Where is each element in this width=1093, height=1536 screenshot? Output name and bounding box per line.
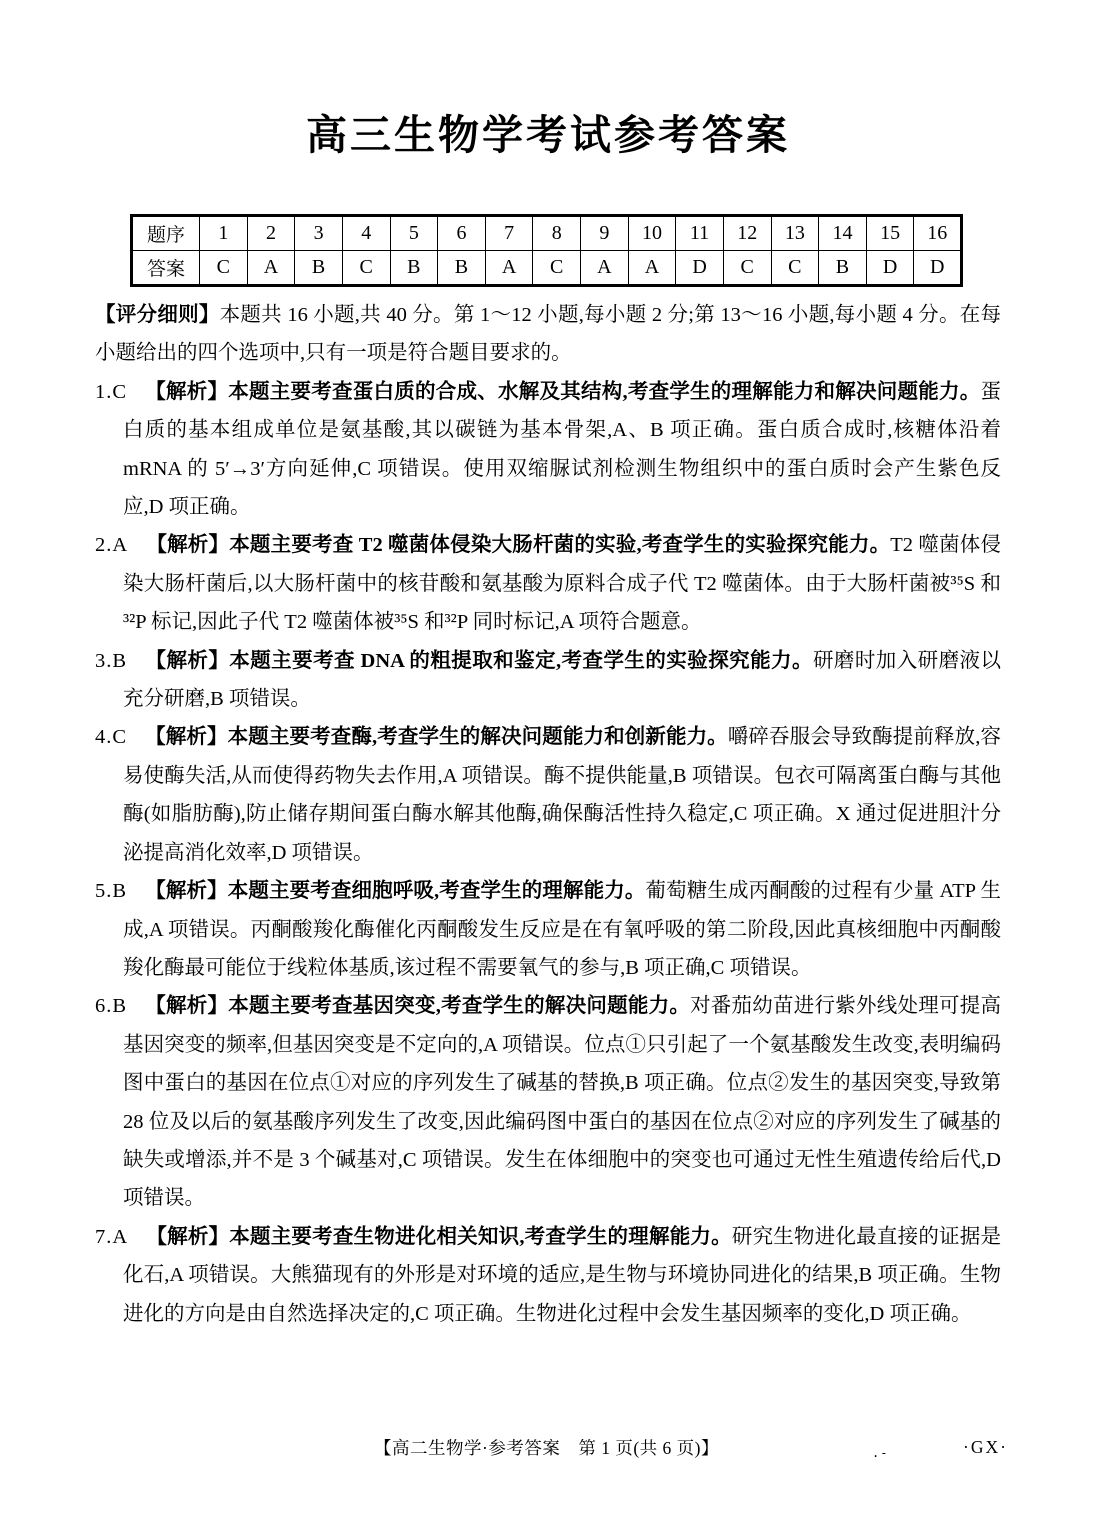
item-analysis-lead: 【解析】本题主要考查基因突变,考查学生的解决问题能力。 bbox=[145, 995, 691, 1018]
explanation-item-5 bbox=[95, 872, 1001, 987]
question-number: 8 bbox=[533, 216, 581, 251]
answer-cell: C bbox=[771, 251, 819, 286]
answer-cell: A bbox=[628, 251, 676, 286]
item-analysis-body: 嚼碎吞服会导致酶提前释放,容易使酶失活,从而使得药物失去作用,A 项错误。酶不提供能量,B 项错误。包衣可隔离蛋白酶与其他酶(如脂肪酶),防止储存期间蛋白酶水解其他酶,确保酶活性持久稳定,C 项正确。X 通过促进胆汁分泌提高消化效率,D 项错误。 bbox=[123, 726, 1002, 864]
answer-table bbox=[130, 214, 963, 287]
item-number-answer: 1.C bbox=[95, 380, 128, 403]
scoring-note-tag: 【评分细则】 bbox=[95, 304, 220, 326]
question-number: 13 bbox=[771, 216, 819, 251]
question-number: 11 bbox=[676, 216, 724, 251]
item-analysis-lead: 【解析】本题主要考查生物进化相关知识,考查学生的理解能力。 bbox=[146, 1225, 732, 1248]
row-header-question-order: 题序 bbox=[132, 216, 200, 251]
scoring-note-text: 本题共 16 小题,共 40 分。第 1～12 小题,每小题 2 分;第 13～16 小题,每小题 4 分。在每小题给出的四个选项中,只有一项是符合题目要求的。 bbox=[95, 304, 1001, 365]
question-number: 12 bbox=[723, 216, 771, 251]
answer-cell: A bbox=[581, 251, 629, 286]
answer-cell: C bbox=[200, 251, 248, 286]
explanation-item-4 bbox=[95, 718, 1001, 872]
item-analysis-body: 对番茄幼苗进行紫外线处理可提高基因突变的频率,但基因突变是不定向的,A 项错误。位点①只引起了一个氨基酸发生改变,表明编码图中蛋白的基因在位点①对应的序列发生了碱基的替换,B 项正确。位点②发生的基因突变,导致第 28 位及以后的氨基酸序列发生了改变,因此编码图中蛋白的基因在位点②对应的序列发生了碱基的缺失或增添,并不是 3 个碱基对,C 项错误。发生在体细胞中的突变也可通过无性生殖遗传给后代,D 项错误。 bbox=[123, 995, 1001, 1210]
question-number: 15 bbox=[866, 216, 914, 251]
page-content bbox=[0, 110, 1093, 1333]
item-analysis-body: T2 噬菌体侵染大肠杆菌后,以大肠杆菌中的核苷酸和氨基酸为原料合成子代 T2 噬菌体。由于大肠杆菌被³⁵S 和³²P 标记,因此子代 T2 噬菌体被³⁵S 和³²P 同时标记,A 项符合题意。 bbox=[123, 534, 1001, 634]
answer-cell: A bbox=[247, 251, 295, 286]
answer-cell: C bbox=[723, 251, 771, 286]
question-number: 3 bbox=[295, 216, 343, 251]
explanation-item-2 bbox=[95, 526, 1001, 641]
explanations-section bbox=[95, 296, 1001, 1333]
item-analysis-lead: 【解析】本题主要考查蛋白质的合成、水解及其结构,考查学生的理解能力和解决问题能力。 bbox=[145, 380, 981, 403]
item-number-answer: 4.C bbox=[95, 726, 128, 749]
footer-exam-code: ·GX· bbox=[963, 1437, 1008, 1457]
answer-cell: C bbox=[342, 251, 390, 286]
question-number: 6 bbox=[438, 216, 486, 251]
question-number: 1 bbox=[200, 216, 248, 251]
footer-page-info: 【高二生物学·参考答案 第 1 页(共 6 页)】 bbox=[374, 1438, 719, 1458]
explanation-item-1 bbox=[95, 373, 1001, 527]
explanation-item-7 bbox=[95, 1218, 1001, 1333]
item-analysis-body: 葡萄糖生成丙酮酸的过程有少量 ATP 生成,A 项错误。丙酮酸羧化酶催化丙酮酸发生反应是在有氧呼吸的第二阶段,因此真核细胞中丙酮酸羧化酶最可能位于线粒体基质,该过程不需要氧气的参与,B 项正确,C 项错误。 bbox=[123, 880, 1002, 979]
answer-cell: B bbox=[819, 251, 867, 286]
item-analysis-body: 研究生物进化最直接的证据是化石,A 项错误。大熊猫现有的外形是对环境的适应,是生物与环境协同进化的结果,B 项正确。生物进化的方向是由自然选择决定的,C 项正确。生物进化过程中会发生基因频率的变化,D 项正确。 bbox=[123, 1225, 1001, 1325]
answer-cell: B bbox=[390, 251, 438, 286]
answer-cell: D bbox=[866, 251, 914, 286]
answer-cell: B bbox=[438, 251, 486, 286]
item-number-answer: 6.B bbox=[95, 995, 128, 1018]
answer-cell: C bbox=[533, 251, 581, 286]
row-header-answer: 答案 bbox=[132, 251, 200, 286]
question-number-row bbox=[132, 216, 962, 251]
item-analysis-lead: 【解析】本题主要考查细胞呼吸,考查学生的理解能力。 bbox=[145, 880, 646, 903]
item-number-answer: 7.A bbox=[95, 1225, 129, 1248]
explanation-item-6 bbox=[95, 987, 1001, 1217]
answer-cell: B bbox=[295, 251, 343, 286]
question-number: 9 bbox=[581, 216, 629, 251]
question-number: 5 bbox=[390, 216, 438, 251]
print-artifact-mark: .- bbox=[872, 1446, 889, 1460]
question-number: 10 bbox=[628, 216, 676, 251]
item-number-answer: 5.B bbox=[95, 880, 128, 903]
item-number-answer: 2.A bbox=[95, 534, 129, 557]
scoring-note bbox=[95, 296, 1001, 373]
question-number: 4 bbox=[342, 216, 390, 251]
question-number: 7 bbox=[485, 216, 533, 251]
item-analysis-body: 研磨时加入研磨液以充分研磨,B 项错误。 bbox=[123, 649, 1002, 711]
question-number: 2 bbox=[247, 216, 295, 251]
answer-row bbox=[132, 251, 962, 286]
item-number-answer: 3.B bbox=[95, 649, 128, 672]
question-number: 14 bbox=[819, 216, 867, 251]
answer-cell: A bbox=[485, 251, 533, 286]
item-analysis-lead: 【解析】本题主要考查 T2 噬菌体侵染大肠杆菌的实验,考查学生的实验探究能力。 bbox=[146, 534, 891, 557]
item-analysis-body: 蛋白质的基本组成单位是氨基酸,其以碳链为基本骨架,A、B 项正确。蛋白质合成时,核糖体沿着 mRNA 的 5′→3′方向延伸,C 项错误。使用双缩脲试剂检测生物组织中的蛋白质时会产生紫色反应,D 项正确。 bbox=[123, 380, 1001, 519]
item-analysis-lead: 【解析】本题主要考查酶,考查学生的解决问题能力和创新能力。 bbox=[145, 726, 728, 749]
explanation-item-3 bbox=[95, 642, 1001, 719]
answer-cell: D bbox=[676, 251, 724, 286]
answer-cell: D bbox=[914, 251, 962, 286]
question-number: 16 bbox=[914, 216, 962, 251]
item-analysis-lead: 【解析】本题主要考查 DNA 的粗提取和鉴定,考查学生的实验探究能力。 bbox=[145, 649, 813, 672]
page-title: 高三生物学考试参考答案 bbox=[306, 112, 790, 158]
